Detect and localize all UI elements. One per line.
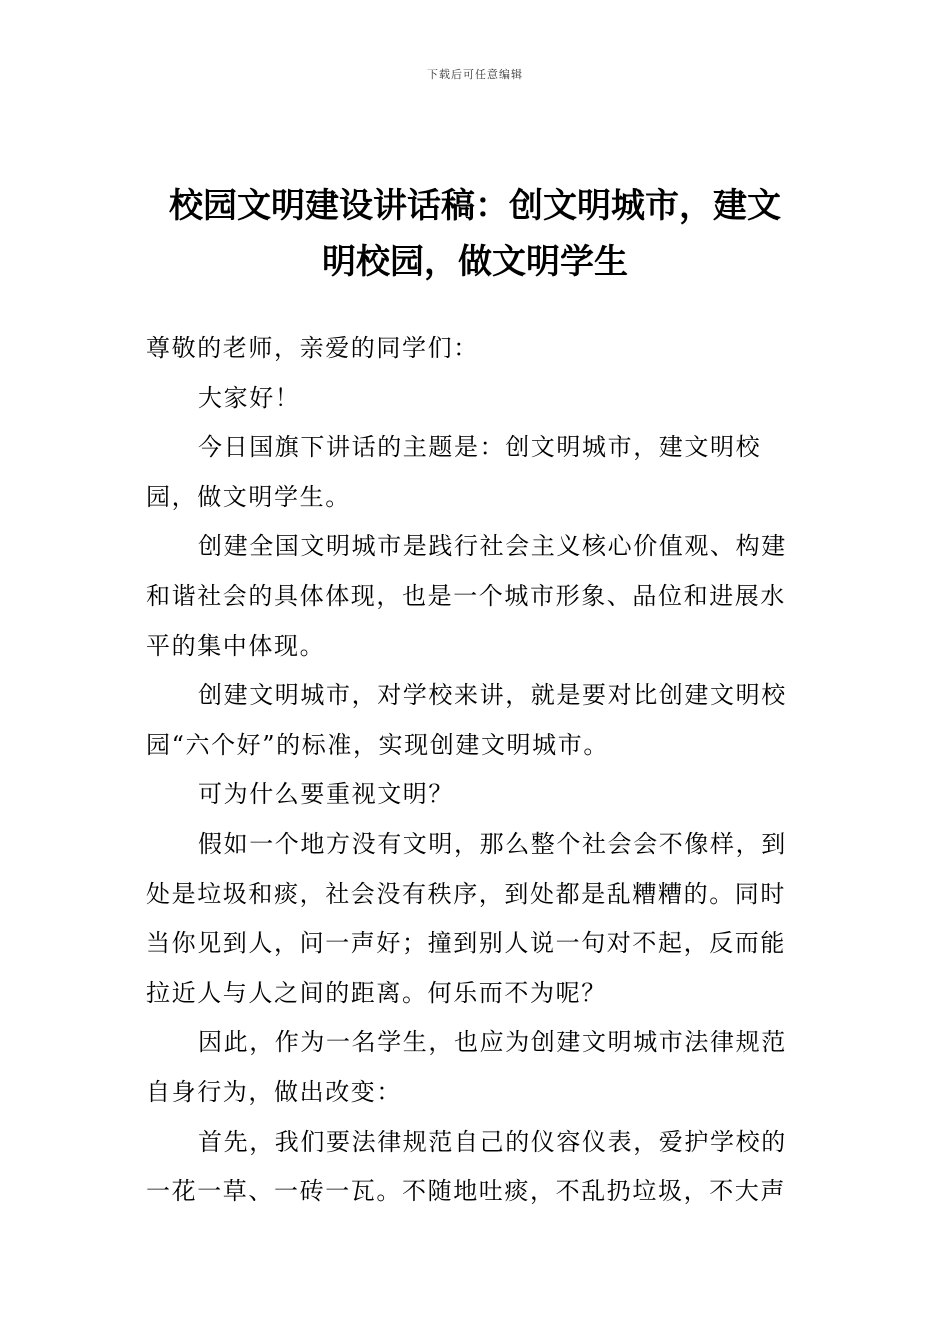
body-paragraph: 假如一个地方没有文明，那么整个社会会不像样，到处是垃圾和痰，社会没有秩序，到处都是乱糟糟的。同时当你见到人，问一声好；撞到别人说一句对不起，反而能拉近人与人之间的距离。何乐而不为呢？ xyxy=(146,829,787,1007)
body-paragraph: 大家好！ xyxy=(198,383,301,412)
document-title xyxy=(140,178,810,290)
body-paragraph: 因此，作为一名学生，也应为创建文明城市法律规范自身行为，做出改变： xyxy=(146,1028,787,1106)
body-paragraph: 首先，我们要法律规范自己的仪容仪表，爱护学校的一花一草、一砖一瓦。不随地吐痰，不乱扔垃圾，不大声 xyxy=(146,1127,787,1206)
header-watermark: 下载后可任意编辑 xyxy=(427,68,523,81)
body-paragraph: 创建文明城市，对学校来讲，就是要对比创建文明校园“六个好”的标准，实现创建文明城市。 xyxy=(146,681,787,759)
body-paragraph: 创建全国文明城市是践行社会主义核心价值观、构建和谐社会的具体体现，也是一个城市形象、品位和进展水平的集中体现。 xyxy=(146,532,787,660)
title-line-1: 校园文明建设讲话稿：创文明城市，建文 xyxy=(169,186,781,226)
body-paragraph: 今日国旗下讲话的主题是：创文明城市，建文明校园，做文明学生。 xyxy=(146,433,762,511)
body-paragraph: 可为什么要重视文明？ xyxy=(198,780,454,809)
document-body xyxy=(146,324,810,1217)
salutation-paragraph: 尊敬的老师，亲爱的同学们： xyxy=(146,334,479,362)
title-line-2: 明校园，做文明学生 xyxy=(322,242,628,282)
